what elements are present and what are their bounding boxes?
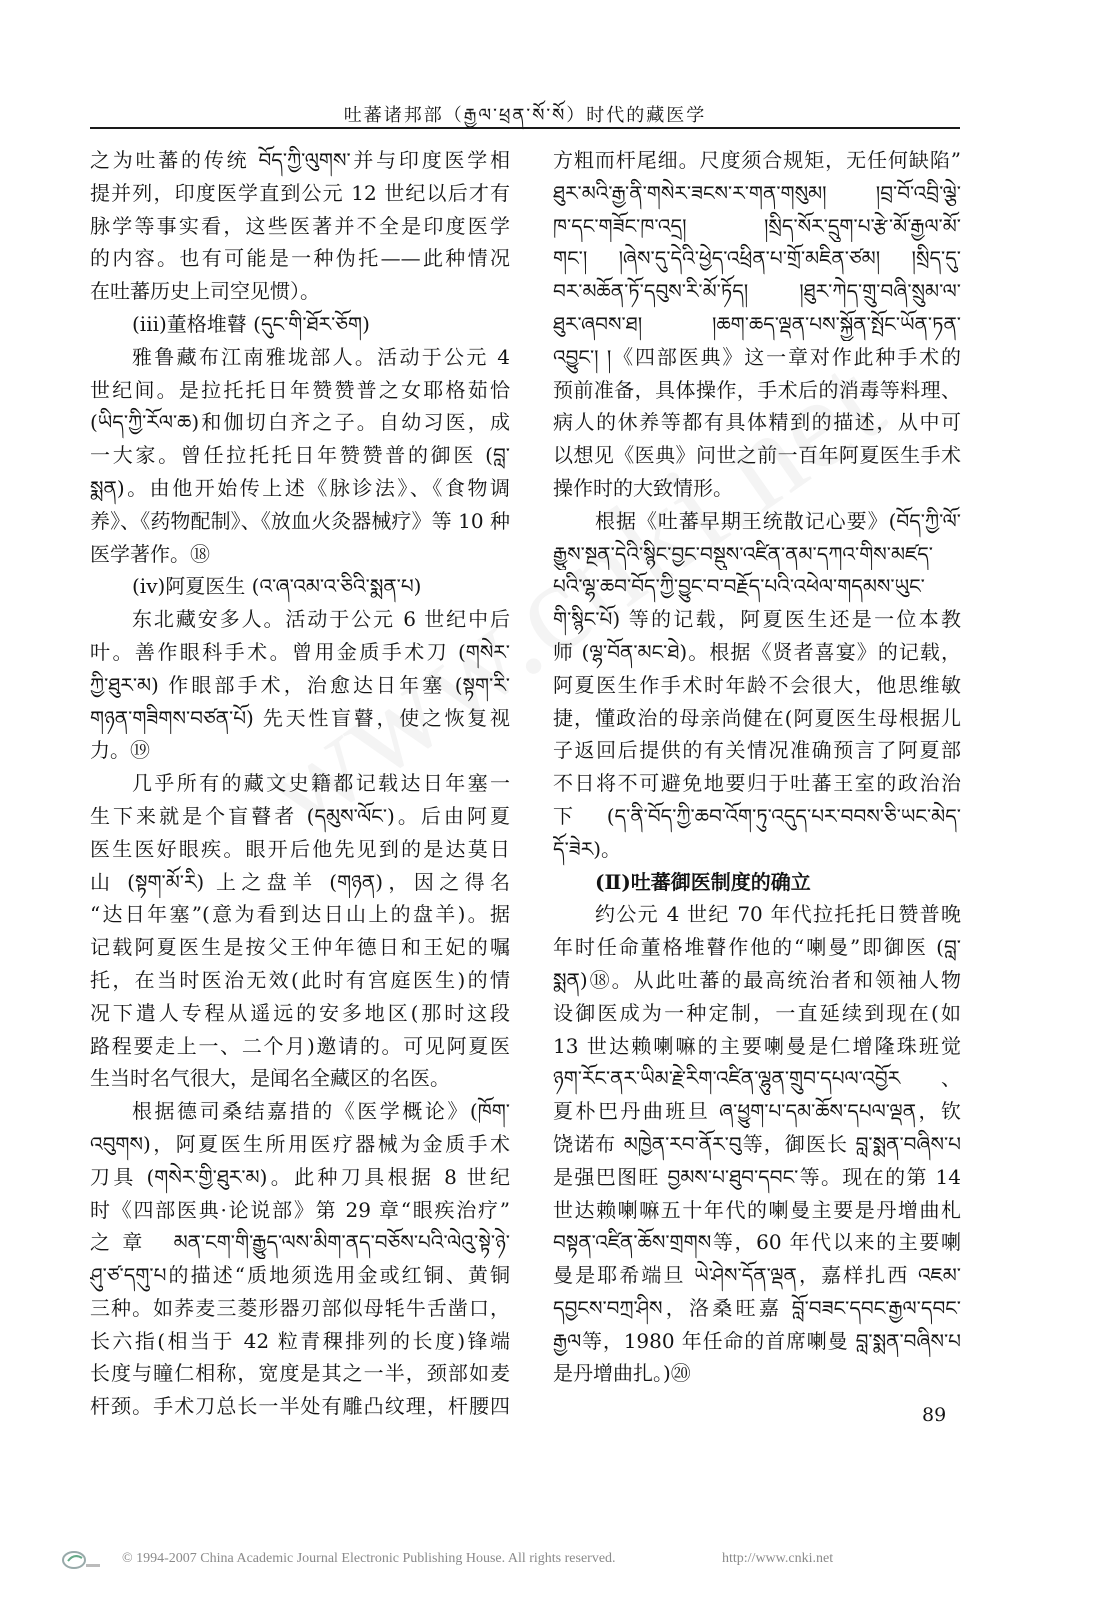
text-line: 托，在当时医治无效(此时有宫庭医生)的情 (90, 967, 510, 992)
paragraph (90, 1095, 510, 1423)
text-line: ཁ་དང་གཟོང་ཁ་འདྲ། །སྲིད་སོར་དྲུག་པ་རྩེ་མོ་རྒྱལ་མོ་ (553, 213, 961, 238)
subsection-heading (90, 308, 510, 341)
text-line: 记载阿夏医生是按父王仲年德日和王妃的嘱 (90, 935, 510, 960)
text-line: 脉学等事实看，这些医著并不全是印度医学 (90, 213, 510, 238)
subsection-heading (90, 570, 510, 603)
text-line: 雅鲁藏布江南雅垅部人。活动于公元 4 (132, 344, 510, 369)
right-column (553, 144, 961, 1390)
text-line: བསྟན་འཛིན་ཆོས་གྲགས等，60 年代以来的主要喇 (553, 1230, 961, 1255)
text-line: 设御医成为一种定制，一直延续到现在(如 (553, 1000, 961, 1025)
text-line: ཤུ་ཙ་དགུ་པ的描述“质地须选用金或红铜、黄铜 (90, 1263, 510, 1288)
text-line: 阿夏医生作手术时年龄不会很大，他思维敏 (553, 672, 961, 697)
text-line: 三种。如荞麦三菱形器刃部似母牦牛舌凿口， (90, 1295, 510, 1320)
text-line: ཀྱི་ཐུར་མ) 作眼部手术，治愈达日年塞 (སྟག་རི་ (90, 672, 510, 697)
text-line: 夏朴巴丹曲班旦 ཞ་ཕྱུག་པ་དམ་ཆོས་དཔལ་ལྡན，钦 (553, 1099, 961, 1124)
text-line: 路程要走上一、二个月)邀请的。可见阿夏医 (90, 1033, 510, 1058)
text-line: 以想见《医典》问世之前一百年阿夏医生手术 (553, 443, 961, 468)
text-line: གཉན་གཟིགས་བཙན་པོ) 先天性盲瞽，使之恢复视 (90, 705, 510, 730)
text-line: 山 (སྟག་མོ་རི) 上之盘羊 (གཉན)，因之得名 (90, 869, 510, 894)
paragraph (90, 341, 510, 571)
text-line: 是强巴图旺 བྱམས་པ་ཐུབ་དབང་等。现在的第 14 (553, 1164, 961, 1189)
text-line: (Ⅱ)吐蕃御医制度的确立 (595, 869, 811, 894)
text-line: 叶。善作眼科手术。曾用金质手术刀 (གསེར་ (90, 639, 510, 664)
text-line: (iv)阿夏医生 (འ་ཞ་འམ་འ་ཅིའི་སྨན་པ) (132, 574, 422, 599)
text-line: 捷，懂政治的母亲尚健在(阿夏医生母根据儿 (553, 705, 961, 730)
paragraph (90, 144, 510, 308)
paragraph (90, 603, 510, 767)
text-line: 之章 མན་ངག་གི་རྒྱུད་ལས་མིག་ནད་བཅོས་པའི་ལེའུ་སྟེ་ཉེ་ (90, 1230, 510, 1255)
running-header: 吐蕃诸邦部（རྒྱལ་ཕྲན་སོ་སོ）时代的藏医学 (343, 105, 707, 126)
text-line: 约公元 4 世纪 70 年代拉托托日赞普晚 (595, 902, 961, 927)
text-line: 东北藏安多人。活动于公元 6 世纪中后 (132, 607, 510, 632)
text-line: རྒྱལ等，1980 年任命的首席喇曼 བླ་སྨན་བཞིས་པ (553, 1328, 961, 1353)
text-line: སྨན)⑱。从此吐蕃的最高统治者和领袖人物 (553, 967, 961, 992)
text-line: 世达赖喇嘛五十年代的喇曼主要是丹增曲札 (553, 1197, 961, 1222)
text-line: 下 (ད་ནི་བོད་ཀྱི་ཆབ་འོག་ཏུ་འདུད་པར་བབས་ཅི་ཡང་མེད་ (553, 803, 961, 828)
paragraph (90, 767, 510, 1095)
text-line: 杆颈。手术刀总长一半处有雕凸纹理，杆腰四 (90, 1394, 510, 1419)
text-line: 时《四部医典·论说部》第 29 章“眼疾治疗” (90, 1197, 510, 1222)
copyright-text: © 1994-2007 China Academic Journal Electronic Publishing House. All rights reserved. (122, 1551, 616, 1566)
text-line: 况下遣人专程从遥远的安多地区(那时这段 (90, 1000, 510, 1025)
cnki-logo-icon (60, 1549, 102, 1571)
text-line: 医生医好眼疾。眼开后他先见到的是达莫日 (90, 836, 510, 861)
paragraph (553, 505, 961, 866)
text-line: (iii)董格堆瞽 (དུང་གི་ཐོར་ཅོག) (132, 311, 370, 336)
section-heading (553, 866, 961, 899)
text-line: 医学著作。⑱ (90, 541, 210, 566)
text-line: 刀具 (གསེར་གྱི་ཐུར་མ)。此种刀具根据 8 世纪 (90, 1164, 510, 1189)
text-line: འབུགས)，阿夏医生所用医疗器械为金质手术 (90, 1131, 510, 1156)
text-line: 是丹增曲扎。)⑳ (553, 1361, 691, 1386)
text-line: 的内容。也有可能是一种伪托——此种情况 (90, 246, 510, 271)
text-line: (ཡིད་ཀྱི་རོལ་ཆ)和伽切白齐之子。自幼习医，成 (90, 410, 510, 435)
text-line: ཉག་རོང་ནར་ཡིམ་རྗེ་རིག་འཛིན་ལྷུན་གྲུབ་དཔལ་འབྱོར、 (553, 1066, 961, 1091)
text-line: 方粗而杆尾细。尺度须合规矩，无任何缺陷” (553, 148, 961, 172)
header-rule (90, 127, 960, 129)
text-line: 曼是耶希端旦 ཡེ་ཤེས་དོན་ལྡན，嘉样扎西 འཇམ་ (553, 1263, 961, 1288)
text-line: ཐུར་མའི་རྒྱ་ནི་གསེར་ཟངས་ར་གན་གསུམ། །བྲ་བོ་འབྲི་ལྕེ་ (553, 180, 961, 205)
text-line: 养》、《药物配制》、《放血火灸器械疗》等 10 种 (90, 508, 510, 533)
text-line: 13 世达赖喇嘛的主要喇曼是仁增隆珠班觉 (553, 1033, 961, 1058)
text-line: སྨན)。由他开始传上述《脉诊法》、《食物调 (90, 475, 510, 500)
text-line: ཐུར་ཞབས་ཐ། །ཆག་ཆད་ལྡན་པས་སྐྱོན་སྤོང་ཡོན་ཏན་ (553, 311, 961, 336)
text-line: 病人的休养等都有具体精到的描述，从中可 (553, 410, 961, 435)
paragraph (553, 144, 961, 505)
text-line: བར་མཆོན་ཏོ་དབུས་རི་མོ་ཏོད། །ཐུར་ཀེད་གྲུ་བཞི་སྲུམ་ལ་ (553, 279, 961, 304)
text-line: “达日年塞”(意为看到达日山上的盘羊)。据 (90, 902, 510, 927)
cnki-link[interactable]: http://www.cnki.net (722, 1551, 834, 1566)
page-number: 89 (922, 1404, 947, 1426)
text-line: པའི་ལྷ་ཆབ་བོད་ཀྱི་བྱུང་བ་བརྗོད་པའི་འཕེལ་གདམས་ཡུང་ (553, 574, 925, 599)
text-line: དོ་ཟེར)。 (553, 836, 622, 861)
text-line: 预前准备，具体操作，手术后的消毒等料理、 (553, 377, 961, 402)
text-line: རྒྱུས་སྔན་དེའི་སྙིང་བྱང་བསྡུས་འཛིན་ནམ་དཀའ་གིས་མཛད་ (553, 541, 933, 566)
text-line: 长六指(相当于 42 粒青稞排列的长度)锋端 (90, 1328, 510, 1353)
paragraph (553, 898, 961, 1390)
text-line: 生当时名气很大，是闻名全藏区的名医。 (90, 1066, 450, 1091)
text-line: 年时任命董格堆瞽作他的“喇曼”即御医 (བླ་ (553, 935, 961, 960)
left-column (90, 144, 510, 1423)
text-line: 师 (ལྷ་བོན་མང་ཐེ)。根据《贤者喜宴》的记载， (553, 639, 961, 664)
text-line: 长度与瞳仁相称，宽度是其之一半，颈部如麦 (90, 1361, 510, 1386)
text-line: 世纪间。是拉托托日年赞赞普之女耶格茹恰 (90, 377, 510, 402)
text-line: 之为吐蕃的传统 བོད་ཀྱི་ལུགས་并与印度医学相 (90, 148, 510, 172)
text-line: 操作时的大致情形。 (553, 475, 733, 500)
text-line: གི་སྙིང་པོ) 等的记载，阿夏医生还是一位本教 (553, 607, 961, 632)
text-line: 根据《吐蕃早期王统散记心要》(བོད་ཀྱི་ལོ་ (595, 508, 961, 533)
text-line: དབྱངས་བཀྲ་ཤིས，洛桑旺嘉 བློ་བཟང་དབང་རྒྱལ་དབང་ (553, 1295, 961, 1320)
text-line: 在吐蕃历史上司空见惯）。 (90, 279, 320, 304)
text-line: 几乎所有的藏文史籍都记载达日年塞一 (132, 771, 510, 796)
text-line: 一大家。曾任拉托托日年赞赞普的御医 (བླ་ (90, 443, 510, 468)
text-line: 子返回后提供的有关情况准确预言了阿夏部 (553, 738, 961, 763)
text-line: གང་། །ཞེས་དུ་དེའི་ཕྱེད་འཕྲིན་པ་གྲོ་མཇིན་ཙམ། །སྲིད་དུ་ (553, 246, 961, 271)
text-line: 不日将不可避免地要归于吐蕃王室的政治治 (553, 771, 961, 796)
text-line: 饶诺布 མཁྱེན་རབ་ནོར་བུ等，御医长 བླ་སྨན་བཞིས་པ (553, 1131, 961, 1156)
text-line: 生下来就是个盲瞽者 (དམུས་ལོང་)。后由阿夏 (90, 803, 510, 828)
text-line: 提并列，印度医学直到公元 12 世纪以后才有 (90, 180, 510, 205)
text-line: 根据德司桑结嘉措的《医学概论》(ཁོག་ (132, 1099, 510, 1124)
text-line: 力。⑲ (90, 738, 150, 763)
footer (60, 1549, 880, 1571)
text-line: འབྱུང་། །《四部医典》这一章对作此种手术的 (553, 344, 961, 369)
